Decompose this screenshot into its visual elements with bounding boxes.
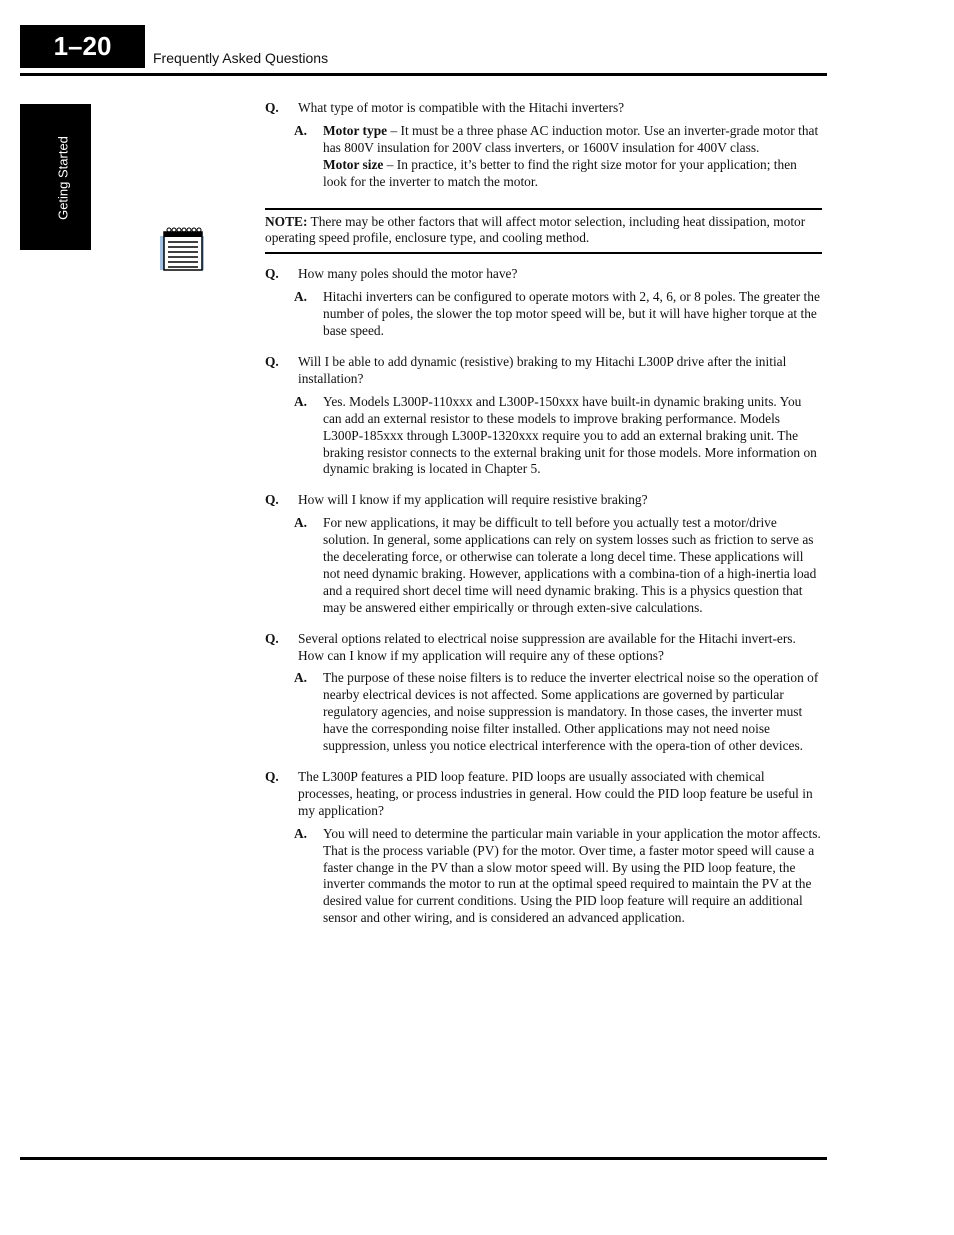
faq-item-dynamic-braking <box>265 354 822 478</box>
question-text: What type of motor is compatible with the Hitachi inverters? <box>298 100 625 115</box>
answer <box>294 123 822 191</box>
q-label: Q. <box>265 353 279 369</box>
answer <box>294 826 822 927</box>
answer-text: You will need to determine the particular main variable in your application the motor affects. That is the process variable (PV) for the motor. Over time, a faster motor speed will cause a faster change in the PV than a slow motor speed will. By using the PID loop feature, the inverter commands the motor to run at the optimal speed required to maintain the PV at the desired value for current conditions. Using the PID loop feature will require an additional sensor and other wiring, and is considered an advanced application. <box>323 825 821 926</box>
motor-type-term: Motor type <box>323 122 388 138</box>
answer-text: Hitachi inverters can be configured to operate motors with 2, 4, 6, or 8 poles. The greater the number of poles, the slower the top motor speed will be, but it will have higher torque at the base speed. <box>323 289 820 339</box>
answer <box>294 394 822 479</box>
question-text: Several options related to electrical noise suppression are available for the Hitachi invert-ers. How can I know if my application will require any of these options? <box>298 630 796 663</box>
section-title: Frequently Asked Questions <box>153 50 329 66</box>
answer <box>294 670 822 755</box>
question <box>265 354 822 388</box>
faq-item-pid-loop <box>265 769 822 927</box>
faq-item-noise-suppression <box>265 631 822 755</box>
faq-content <box>265 100 822 941</box>
answer-text <box>323 123 822 191</box>
side-tab-label: Geting Started <box>55 136 71 220</box>
question-text: Will I be able to add dynamic (resistive) braking to my Hitachi L300P drive after the initial installation? <box>298 353 787 386</box>
header-rule <box>20 73 827 76</box>
question-text: How will I know if my application will require resistive braking? <box>298 492 648 508</box>
faq-item-motor-type <box>265 100 822 191</box>
q-label: Q. <box>265 492 279 508</box>
note-text: There may be other factors that will affect motor selection, including heat dissipation, motor operating speed profile, enclosure type, and cooling method. <box>265 213 806 246</box>
a-label: A. <box>294 670 308 686</box>
faq-item-poles <box>265 266 822 340</box>
page-number: 1–20 <box>20 25 145 68</box>
motor-size-text: – In practice, it’s better to find the right size motor for your application; then look for the inverter to match the motor. <box>323 156 797 189</box>
note-label: NOTE: <box>265 213 308 229</box>
answer-text: For new applications, it may be difficult to tell before you actually test a motor/drive solution. In general, some applications can rely on system losses such as friction to serve as the decelerating force, or otherwise can tolerate a long decel time. These applications will not need dynamic braking. However, applications with a combina-tion of a high-inertia load and a required short decel time will need dynamic braking. This is a physics question that may be answered either empirically or through exten-sive calculations. <box>323 515 817 615</box>
note-box <box>265 208 822 255</box>
question <box>265 266 822 283</box>
a-label: A. <box>294 393 308 409</box>
a-label: A. <box>294 122 308 138</box>
q-label: Q. <box>265 266 279 282</box>
q-label: Q. <box>265 100 279 115</box>
motor-type-text: – It must be a three phase AC induction motor. Use an inverter-grade motor that has 800V insulation for 200V class inverters, or 1600V insulation for 400V class. <box>323 122 819 155</box>
a-label: A. <box>294 825 308 841</box>
question <box>265 631 822 665</box>
question-text: How many poles should the motor have? <box>298 266 518 282</box>
a-label: A. <box>294 515 308 531</box>
a-label: A. <box>294 289 308 305</box>
motor-size-paragraph <box>323 157 822 191</box>
motor-type-paragraph <box>323 123 822 157</box>
faq-item-resistive-braking <box>265 492 822 616</box>
answer-text: Yes. Models L300P-110xxx and L300P-150xxx have built-in dynamic braking units. You can add an external resistor to these models to improve braking performance. Models L300P-185xxx through L300P-1320xxx require you to add an external braking unit. The braking resistor connects to the external braking unit for those models. More information on dynamic braking is located in Chapter 5. <box>323 393 817 477</box>
answer <box>294 515 822 616</box>
question-text: The L300P features a PID loop feature. PID loops are usually associated with chemical processes, heating, or process industries in general. How could the PID loop feature be useful in my application? <box>298 769 813 818</box>
answer <box>294 289 822 340</box>
q-label: Q. <box>265 769 279 784</box>
question <box>265 769 822 820</box>
question <box>265 492 822 509</box>
motor-size-term: Motor size <box>323 156 384 172</box>
question <box>265 100 822 117</box>
q-label: Q. <box>265 630 279 646</box>
answer-text: The purpose of these noise filters is to reduce the inverter electrical noise so the operation of nearby electrical devices is not affected. Some applications are governed by particular regulatory agencies, and noise suppression is mandatory. In those cases, the inverter must have the corresponding noise filter installed. Other applications may not need noise suppression, unless you notice electrical interference with the opera-tion of other devices. <box>323 670 819 754</box>
notepad-icon <box>158 226 206 272</box>
footer-rule <box>20 1157 827 1160</box>
